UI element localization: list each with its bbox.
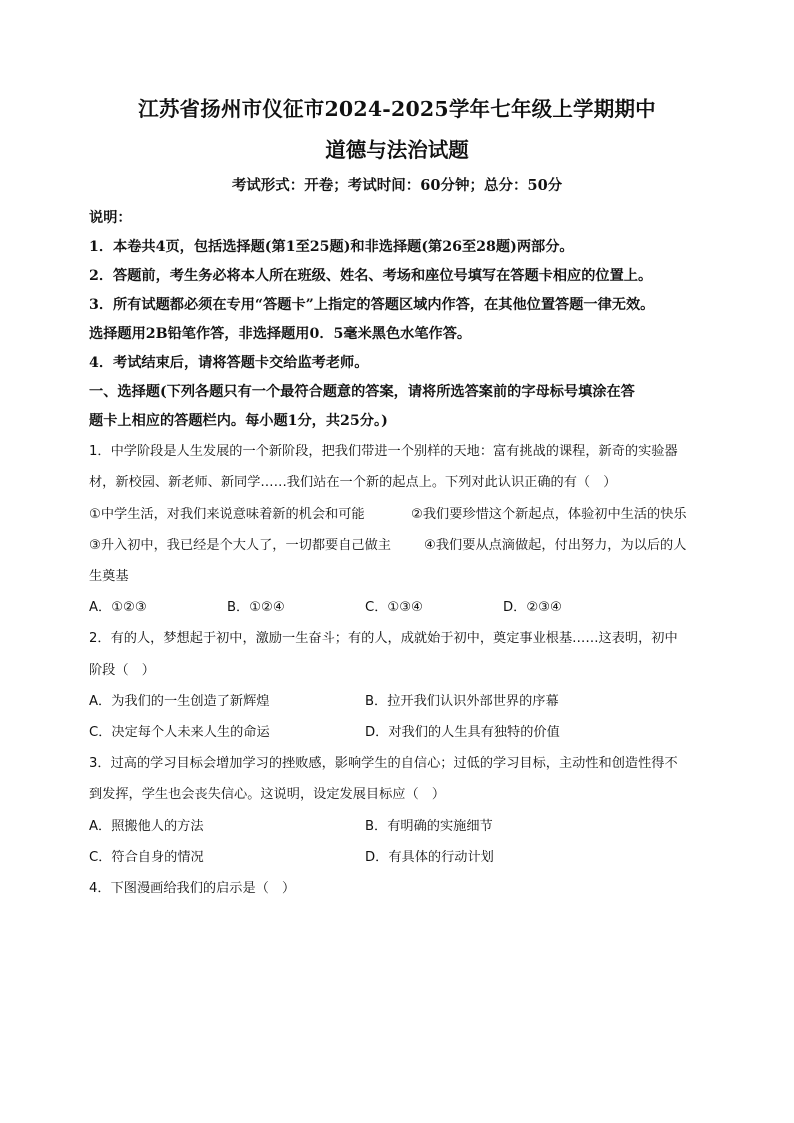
q1-statement-2: ②我们要珍惜这个新起点，体验初中生活的快乐 [411, 506, 687, 522]
q1-statement-4: ④我们要从点滴做起，付出努力，为以后的人 [424, 537, 687, 553]
q1-options [89, 592, 719, 623]
q4-stem: 4．下图漫画给我们的启示是（ ） [89, 880, 296, 896]
q3-option-c[interactable]: C．符合自身的情况 [89, 849, 204, 865]
q1-option-c[interactable]: C．①③④ [365, 600, 423, 616]
q2-option-a[interactable]: A．为我们的一生创造了新辉煌 [89, 694, 270, 710]
exam-body [89, 204, 719, 904]
q2-options-row-1 [89, 686, 719, 717]
q1-option-b[interactable]: B．①②④ [227, 600, 285, 616]
q3-options-row-1 [89, 811, 719, 842]
q2-stem-continued: 阶段（ ） [89, 662, 155, 678]
instruction-item: 3．所有试题都必须在专用“答题卡”上指定的答题区域内作答，在其他位置答题一律无效。 [89, 297, 655, 313]
instruction-item: 1．本卷共4页，包括选择题(第1至25题)和非选择题(第26至28题)两部分。 [89, 239, 574, 255]
q3-options-row-2 [89, 842, 719, 873]
instruction-item: 2．答题前，考生务必将本人所在班级、姓名、考场和座位号填写在答题卡相应的位置上。 [89, 268, 653, 284]
instruction-item: 4．考试结束后，请将答题卡交给监考老师。 [89, 355, 369, 371]
q3-option-b[interactable]: B．有明确的实施细节 [365, 818, 493, 834]
q2-options-row-2 [89, 717, 719, 748]
q1-option-d[interactable]: D．②③④ [503, 600, 562, 616]
q1-statements-row-2 [89, 530, 719, 561]
q1-stem: 1．中学阶段是人生发展的一个新阶段，把我们带进一个别样的天地：富有挑战的课程，新奇的实验器 [89, 444, 678, 459]
exam-title: 江苏省扬州市仪征市2024-2025学年七年级上学期期中 [138, 97, 656, 121]
q2-option-b[interactable]: B．拉开我们认识外部世界的序幕 [365, 694, 559, 710]
instruction-item: 选择题用2B铅笔作答，非选择题用0．5毫米黑色水笔作答。 [89, 326, 472, 342]
q1-statements-row-1 [89, 499, 719, 530]
q1-statement-4-continued: 生奠基 [89, 569, 129, 585]
q2-option-c[interactable]: C．决定每个人未来人生的命运 [89, 725, 270, 741]
q3-stem: 3．过高的学习目标会增加学习的挫败感，影响学生的自信心；过低的学习目标，主动性和创造性得不 [89, 756, 678, 772]
q1-stem-continued: 材，新校园、新老师、新同学……我们站在一个新的起点上。下列对此认识正确的有（ ） [89, 475, 617, 491]
section-heading-continued: 题卡上相应的答题栏内。每小题1分，共25分。) [89, 413, 388, 429]
q2-option-d[interactable]: D．对我们的人生具有独特的价值 [365, 725, 560, 741]
q3-option-a[interactable]: A．照搬他人的方法 [89, 818, 204, 834]
exam-info: 考试形式：开卷；考试时间：60分钟；总分：50分 [231, 177, 563, 194]
section-heading: 一、选择题(下列各题只有一个最符合题意的答案，请将所选答案前的字母标号填涂在答 [89, 384, 635, 400]
q1-statement-1: ①中学生活，对我们来说意味着新的机会和可能 [89, 506, 365, 522]
q3-stem-continued: 到发挥，学生也会丧失信心。这说明，设定发展目标应（ ） [89, 787, 446, 803]
q3-option-d[interactable]: D．有具体的行动计划 [365, 849, 494, 865]
instructions-heading: 说明： [89, 210, 132, 226]
q1-statement-3: ③升入初中，我已经是个大人了，一切都要自己做主 [89, 537, 391, 553]
exam-subtitle: 道德与法治试题 [325, 138, 469, 162]
q2-stem: 2．有的人，梦想起于初中，激励一生奋斗；有的人，成就始于初中，奠定事业根基……这表明，初中 [89, 631, 678, 647]
q1-option-a[interactable]: A．①②③ [89, 600, 147, 616]
